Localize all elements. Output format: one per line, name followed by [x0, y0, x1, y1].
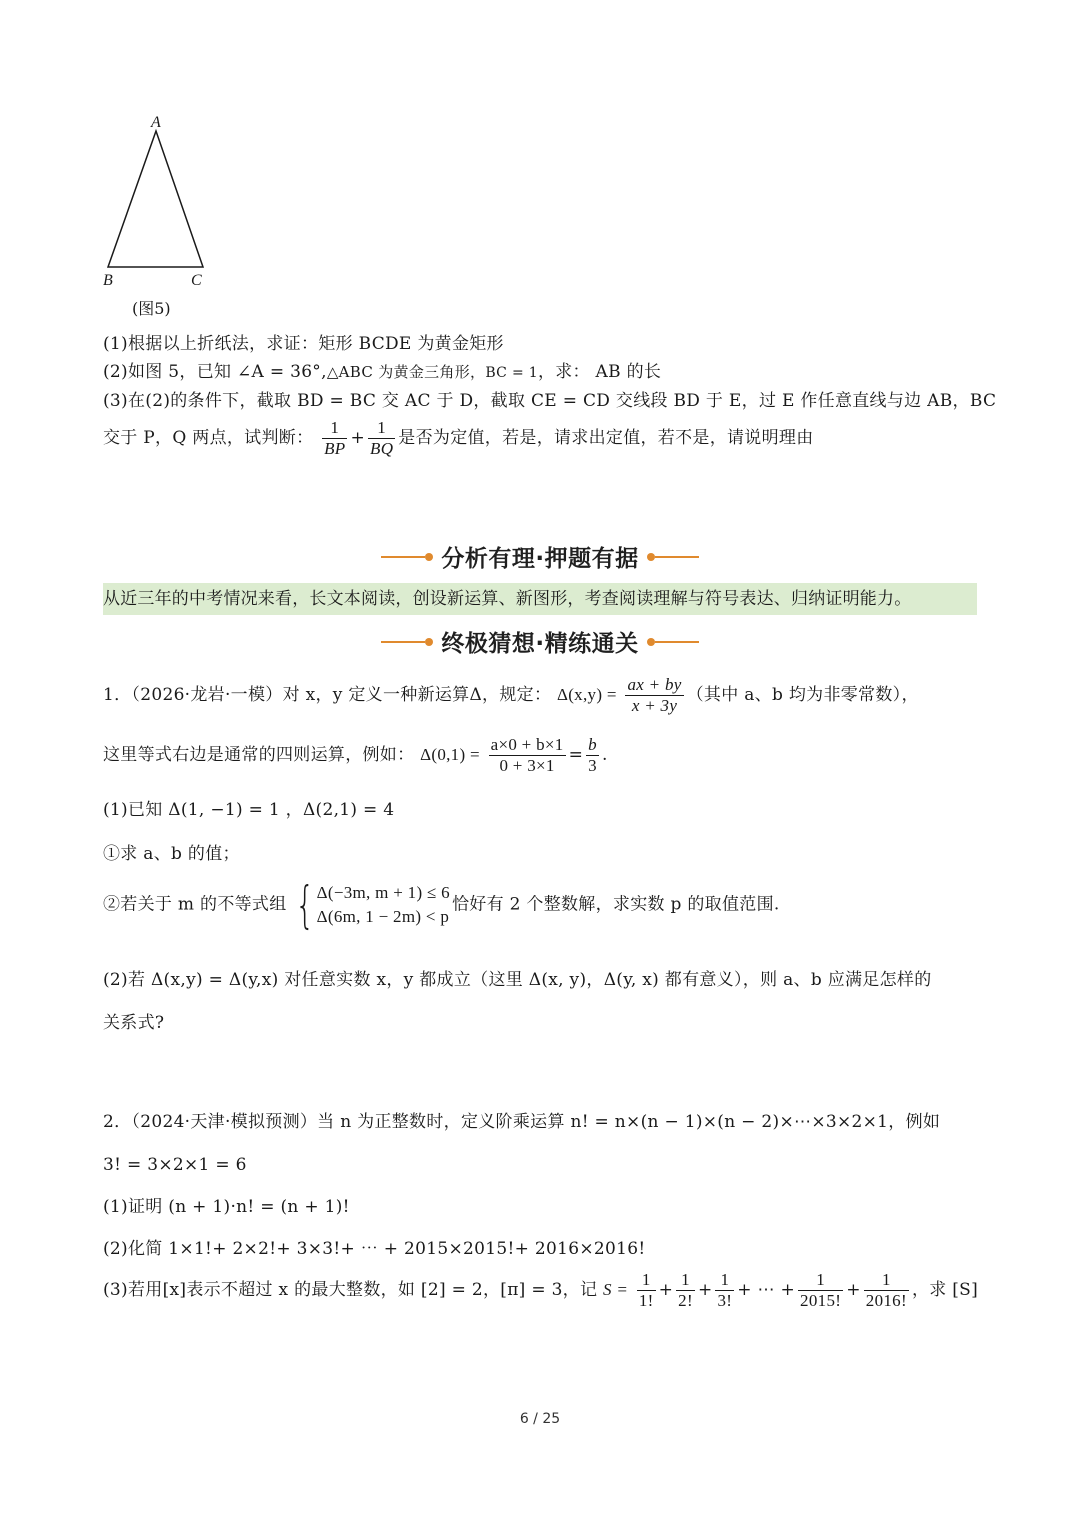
problem2-q2: (2)化简 1×1!+ 2×2!+ 3×3!+ ⋯ + 2015×2015!+ 2016×2016! [103, 1239, 646, 1259]
problem1-line2 [103, 735, 608, 776]
prev-q2-angle: (2)如图 5，已知 ∠A = 36°, [103, 362, 327, 382]
problem1-def-expr: Δ(x,y) = [556, 685, 617, 704]
problem1-example-intro: 这里等式右边是通常的四则运算，例如： [103, 745, 415, 765]
banner-line-left [381, 556, 425, 558]
prev-q3-line1: (3)在(2)的条件下，截取 BD = BC 交 AC 于 D，截取 CE = CD 交线段 BD 于 E，过 E 作任意直线与边 AB，BC [103, 391, 997, 411]
prev-q2 [103, 360, 661, 385]
fraction-1-over-3f: $\frac{1}{3!}$ [717, 1270, 733, 1310]
banner-line-right [655, 641, 699, 643]
problem2-q3: (3)若用[x]表示不超过 x 的最大整数，如 [2] = 2，[π] = 3，记 S = $\frac{1}{1!}$ + $\frac{1}{2!}$ + $\frac{1}{3!}$ + ⋯ + $\frac{1}{2015!}$ + $\frac{1}{2016!}$ ，求 [S] [103, 1270, 979, 1310]
banner-dot-left [425, 638, 433, 646]
analysis-text: 从近三年的中考情况来看，长文本阅读，创设新运算、新图形，考查阅读理解与符号表达、归纳证明能力。 [103, 589, 912, 609]
inequality-system [289, 876, 450, 934]
equals-sign: = [568, 745, 584, 765]
plus-sign: + [350, 428, 366, 448]
section-title-analysis: 分析有理·押题有据 [441, 546, 639, 572]
vertex-c-label: C [191, 272, 202, 289]
s-equals: S = [603, 1280, 629, 1299]
prev-q2-ask: ，求： AB 的长 [537, 362, 662, 382]
problem1-line1 [103, 675, 919, 716]
problem2-line1: 2．（2024·天津·模拟预测）当 n 为正整数时，定义阶乘运算 n! = n×(n − 1)×(n − 2)×⋯×3×2×1，例如 [103, 1112, 941, 1132]
problem1-note: （其中 a、b 均为非零常数）， [686, 685, 919, 705]
problem1-q1-sub2-intro: ②若关于 m 的不等式组 [103, 894, 287, 915]
prev-q3-question: 是否为定值，若是，请求出定值，若不是，请说明理由 [398, 428, 814, 448]
problem1-example-fraction: $\frac{a\times 0 + b\times 1}{0 + 3\times 1}$ [490, 735, 564, 775]
banner-dot-left [425, 553, 433, 561]
section-banner-practice [0, 625, 1080, 658]
ellipsis-terms: + ⋯ + [737, 1280, 796, 1300]
prev-q3-line2 [103, 418, 814, 459]
page-number: 6 / 25 [519, 1411, 561, 1427]
fraction-1-bp: $\frac{1}{BP}$ [324, 418, 346, 458]
problem2-q3-ask: ，求 [S] [911, 1280, 979, 1300]
vertex-b-label: B [103, 272, 113, 289]
problem1-q2-line1: (2)若 Δ(x,y) = Δ(y,x) 对任意实数 x，y 都成立（这里 Δ(x, y)，Δ(y, x) 都有意义），则 a、b 应满足怎样的 [103, 970, 932, 990]
banner-line-left [381, 641, 425, 643]
problem2-line2: 3! = 3×2×1 = 6 [103, 1155, 247, 1175]
inequality-row-1: Δ(−3m, m + 1) ≤ 6 [316, 883, 450, 902]
fraction-1-bq: $\frac{1}{BQ}$ [370, 418, 394, 458]
problem1-q2-line2: 关系式? [103, 1013, 165, 1033]
problem1-example-expr: Δ(0,1) = [420, 745, 480, 764]
section-banner-analysis [0, 540, 1080, 573]
period: . [601, 745, 608, 765]
banner-dot-right [647, 638, 655, 646]
triangle-figure [100, 115, 220, 290]
fraction-1-over-1f: $\frac{1}{1!}$ [638, 1270, 654, 1310]
left-brace: { [294, 876, 315, 934]
banner-line-right [655, 556, 699, 558]
problem1-intro: 1．（2026·龙岩·一模）对 x，y 定义一种新运算Δ，规定： [103, 685, 552, 705]
prev-q1: (1)根据以上折纸法，求证：矩形 BCDE 为黄金矩形 [103, 334, 504, 354]
problem2-q3-intro: (3)若用[x]表示不超过 x 的最大整数，如 [2] = 2，[π] = 3，记 [103, 1280, 598, 1300]
section-title-practice: 终极猜想·精练通关 [441, 631, 639, 657]
banner-dot-right [647, 553, 655, 561]
problem1-q1-sub1: ①求 a、b 的值； [103, 844, 240, 864]
prev-q2-bc: BC = 1 [485, 365, 538, 381]
prev-q2-triangle: △ABC 为黄金三角形， [326, 363, 486, 381]
inequality-row-2: Δ(6m, 1 − 2m) < p [316, 907, 450, 926]
problem2-q1: (1)证明 (n + 1)·n! = (n + 1)! [103, 1197, 350, 1217]
figure-caption: (图5) [132, 299, 171, 318]
problem1-q1-sub2-ask: 恰好有 2 个整数解，求实数 p 的取值范围. [451, 894, 780, 915]
problem1-q1-sub2 [103, 876, 780, 934]
fraction-1-over-2015f: $\frac{1}{2015!}$ [800, 1270, 842, 1310]
fraction-1-over-2016f: $\frac{1}{2016!}$ [865, 1270, 907, 1310]
vertex-a-label: A [151, 114, 161, 131]
problem1-b-over-3: $\frac{b}{3}$ [588, 735, 597, 775]
triangle-abc [108, 131, 203, 267]
fraction-1-over-2f: $\frac{1}{2!}$ [678, 1270, 693, 1310]
prev-q3-intro: 交于 P，Q 两点，试判断： [103, 428, 314, 448]
problem1-def-fraction: $\frac{ax + by}{x + 3y}$ [627, 675, 682, 715]
problem1-q1: (1)已知 Δ(1, −1) = 1 ，Δ(2,1) = 4 [103, 800, 395, 820]
